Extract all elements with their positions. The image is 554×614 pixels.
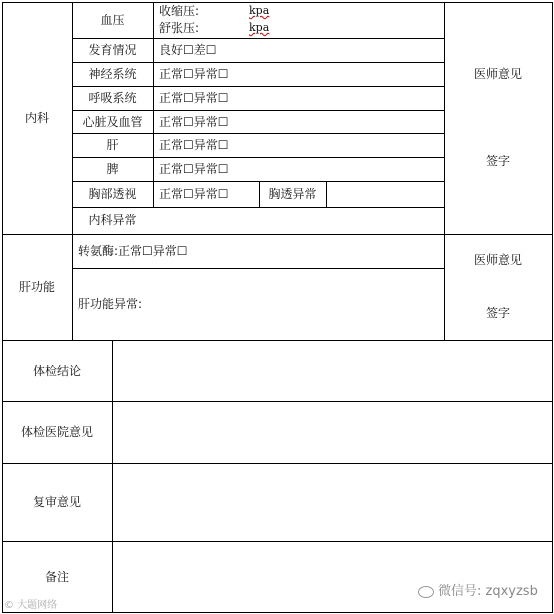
grid-line [444,2,445,234]
grid-line [72,234,73,340]
diastolic-unit: kpa [249,21,270,34]
grid-line [2,612,553,613]
watermark-left: © 大题网络 [4,600,58,611]
grid-line [72,181,444,182]
grid-line [444,234,445,340]
row-value-liver: 正常☐异常☐ [159,138,229,152]
wechat-icon [418,586,434,598]
row-label-development: 发育情况 [88,43,137,57]
grid-line [72,110,444,111]
grid-line [2,2,3,613]
internal-signature: 签字 [485,154,510,168]
grid-line [72,207,444,208]
grid-line [72,62,444,63]
row-value-nervous: 正常☐异常☐ [159,67,229,81]
row-value-spleen: 正常☐异常☐ [159,162,229,176]
grid-line [2,234,553,235]
conclusion-label: 体检结论 [32,364,81,378]
transaminase-label: 转氨酶:正常☐异常☐ [78,244,188,258]
liver-abnormal-label: 肝功能异常: [78,297,143,311]
liver-signature: 签字 [485,306,510,320]
chest-xray-abnormal-label: 胸透异常 [268,187,317,201]
systolic-label: 收缩压: [159,4,200,18]
grid-line [72,268,444,269]
grid-line [2,541,553,542]
grid-line [2,401,553,402]
row-label-cardio: 心脏及血管 [82,115,143,129]
grid-line [153,2,154,207]
hospital-opinion-label: 体检医院意见 [20,425,93,439]
remarks-label: 备注 [44,570,69,584]
internal-doctor-opinion: 医师意见 [473,67,522,81]
row-label-respiratory: 呼吸系统 [88,91,137,105]
watermark-right [418,580,538,599]
grid-line [2,463,553,464]
row-label-spleen: 脾 [106,162,119,176]
systolic-unit: kpa [249,4,270,17]
grid-line [72,157,444,158]
grid-line [72,133,444,134]
internal-section-label: 内科 [24,111,49,125]
row-value-respiratory: 正常☐异常☐ [159,91,229,105]
grid-line [326,181,327,207]
blood-pressure-label: 血压 [100,13,125,27]
chest-xray-label: 胸部透视 [88,187,137,201]
chest-xray-value: 正常☐异常☐ [159,187,229,201]
liver-section-label: 肝功能 [18,280,55,294]
grid-line [72,38,444,39]
row-value-cardio: 正常☐异常☐ [159,115,229,129]
grid-line [552,2,553,613]
diastolic-label: 舒张压: [159,21,200,35]
internal-abnormal-label: 内科异常 [88,213,137,227]
row-value-development: 良好☐差☐ [159,43,217,57]
watermark-right-text: 微信号: zqxyzsb [438,584,538,599]
row-label-nervous: 神经系统 [88,67,137,81]
grid-line [112,340,113,613]
grid-line [2,340,553,341]
grid-line [2,2,553,3]
grid-line [72,86,444,87]
liver-doctor-opinion: 医师意见 [473,253,522,267]
review-opinion-label: 复审意见 [32,495,81,509]
row-label-liver: 肝 [106,138,119,152]
